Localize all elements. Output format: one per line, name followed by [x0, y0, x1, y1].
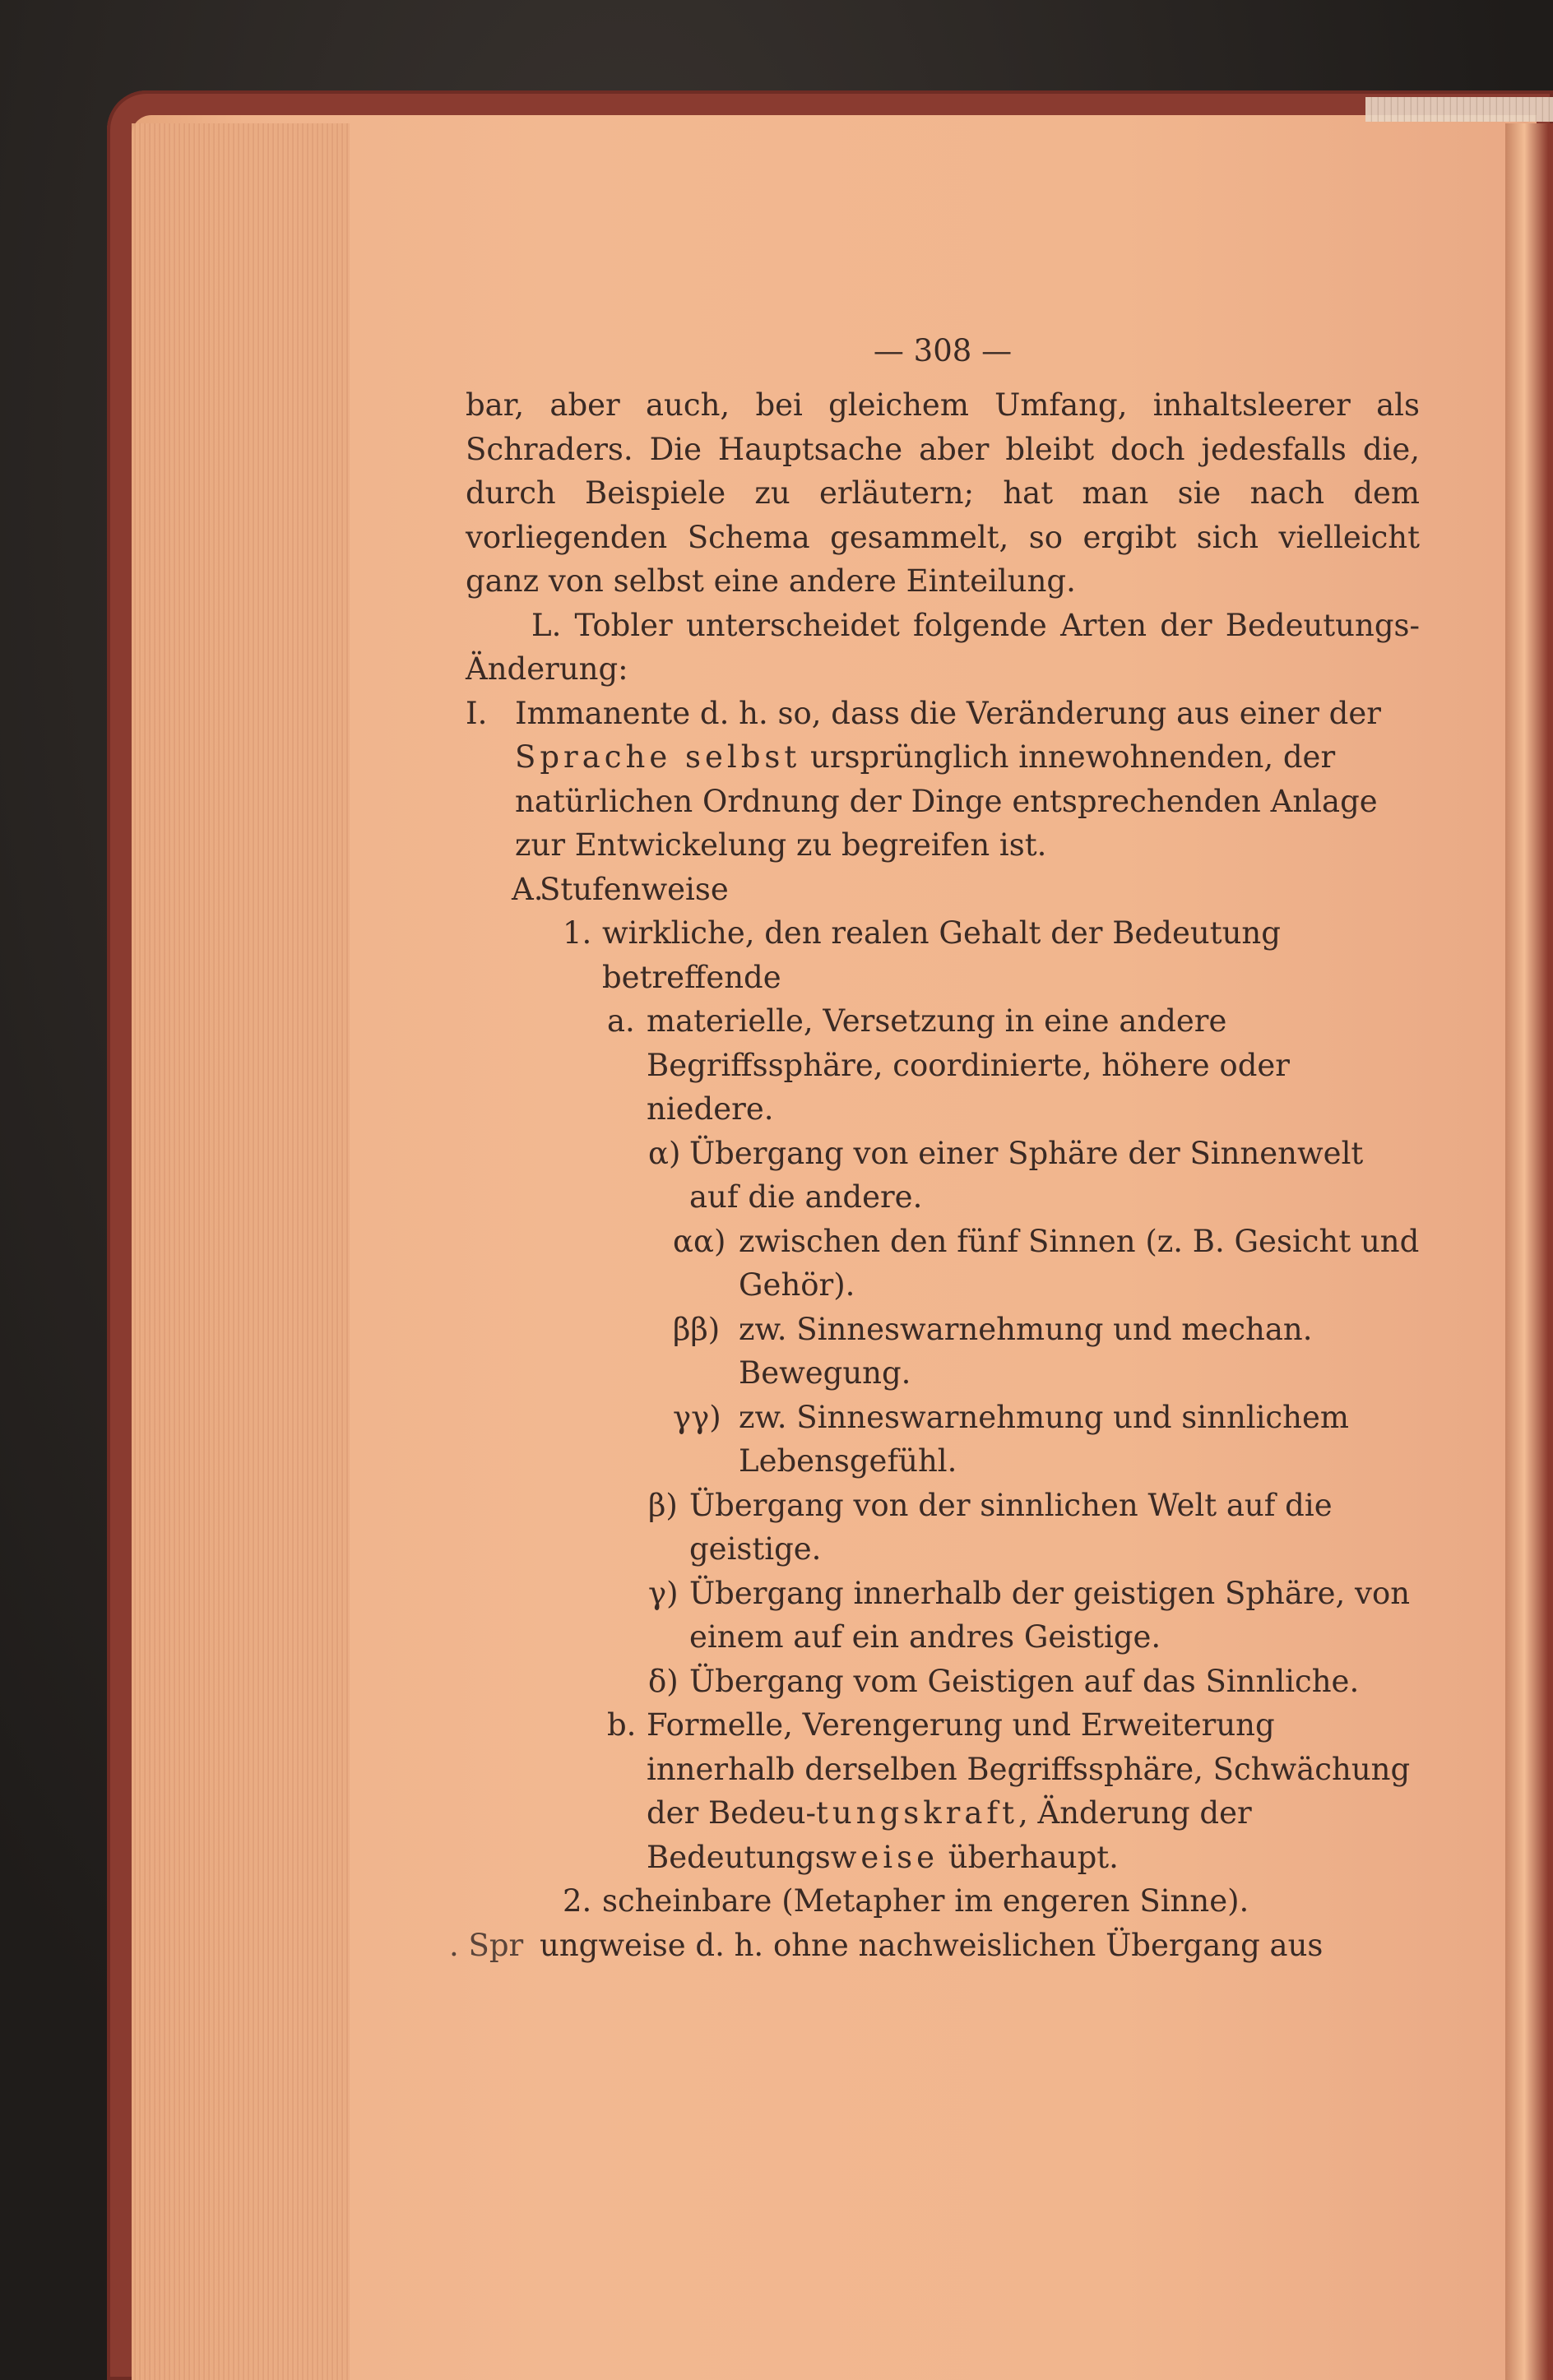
outline-text: zwischen den fünf Sinnen (z. B. Gesicht und Gehör).: [739, 1223, 1420, 1303]
outline-marker: δ): [648, 1663, 679, 1699]
outline-marker: γ): [648, 1575, 679, 1611]
outline-marker: α): [648, 1135, 681, 1171]
page-edges: [132, 123, 350, 2380]
paragraph-intro: bar, aber auch, bei gleichem Umfang, inhaltsleerer als Schraders. Die Hauptsache aber bleibt doch jedesfalls die, durch Beispiele zu erläutern; hat man sie nach dem vorliegenden Schema gesammelt, so ergibt sich vielleicht ganz von selbst eine andere Einteilung.: [466, 387, 1420, 599]
outline-text: Immanente d. h. so, dass die Veränderung aus einer der: [515, 695, 1381, 731]
outline-text: materielle, Versetzung in eine andere Begriffssphäre, coordinierte, höhere oder niedere.: [647, 1003, 1290, 1127]
outline-item-alpha-alpha: [466, 1220, 1420, 1308]
outline-item-beta: [466, 1484, 1420, 1572]
outline-marker: . Spr: [449, 1927, 524, 1963]
outline-text: ursprünglich innewohnenden, der natürlichen Ordnung der Dinge entsprechenden Anlage zur Entwickelung zu begreifen ist.: [515, 739, 1378, 863]
outline-item-I: [466, 692, 1420, 868]
right-page-edge: [1505, 123, 1553, 2380]
outline-text: , Änderung der Bedeutungs: [647, 1795, 1252, 1875]
outline-spaced-text: tungskraft: [816, 1795, 1018, 1831]
outline-text: wirkliche, den realen Gehalt der Bedeutung betreffende: [602, 915, 1281, 995]
outline-marker: ββ): [673, 1311, 721, 1347]
outline-marker: 1.: [563, 915, 592, 951]
outline-marker: A.: [512, 871, 544, 907]
outline-text: zw. Sinneswarnehmung und mechan. Bewegung.: [739, 1311, 1313, 1391]
outline-marker: I.: [466, 695, 488, 731]
outline-spaced-text: weise: [830, 1839, 939, 1875]
outline-text: Übergang innerhalb der geistigen Sphäre, von einem auf ein andres Geistige.: [689, 1575, 1411, 1655]
outline-marker: β): [648, 1487, 678, 1523]
page-number: — 308 —: [873, 333, 1013, 368]
outline-marker: a.: [607, 1003, 635, 1039]
outline-item-delta: [466, 1660, 1420, 1704]
outline-text: zw. Sinneswarnehmung und sinnlichem Lebensgefühl.: [739, 1399, 1349, 1479]
outline-text: Formelle, Verengerung und Erweiterung innerhalb derselben Begriffssphäre, Schwächung der Bedeu-: [647, 1707, 1411, 1831]
outline-spaced-text: Sprache selbst: [515, 739, 801, 775]
outline-text: überhaupt.: [939, 1839, 1119, 1875]
outline-text: Übergang von einer Sphäre der Sinnenwelt auf die andere.: [689, 1135, 1364, 1215]
outline-text: Übergang vom Geistigen auf das Sinnliche.: [689, 1663, 1360, 1699]
outline-marker: 2.: [563, 1883, 592, 1919]
outline-item-beta-beta: [466, 1308, 1420, 1396]
outline-marker: αα): [673, 1223, 726, 1259]
outline-item-a: [466, 999, 1420, 1132]
outline-marker: γγ): [673, 1399, 721, 1435]
outline-item-gamma: [466, 1572, 1420, 1660]
outline-item-2: [466, 1879, 1420, 1924]
outline-text: Stufenweise: [540, 871, 729, 907]
outline-item-alpha: [466, 1132, 1420, 1220]
outline-item-gamma-gamma: [466, 1396, 1420, 1484]
page-body: [449, 383, 1420, 1967]
outline-item-A: [466, 868, 1420, 912]
outline-item-B-partial: [449, 1924, 1420, 1968]
outline-item-1: [466, 911, 1420, 999]
outline-text: Übergang von der sinnlichen Welt auf die geistige.: [689, 1487, 1333, 1567]
outline-marker: b.: [607, 1707, 637, 1743]
outline-text: scheinbare (Metapher im engeren Sinne).: [602, 1883, 1249, 1919]
outline-item-b: [466, 1703, 1420, 1879]
bookmark-ribbon: [1365, 97, 1553, 122]
outline-text: ungweise d. h. ohne nachweislichen Übergang aus: [540, 1927, 1324, 1963]
paragraph-tobler: L. Tobler unterscheidet folgende Arten der Bedeutungs-Änderung:: [466, 607, 1420, 687]
